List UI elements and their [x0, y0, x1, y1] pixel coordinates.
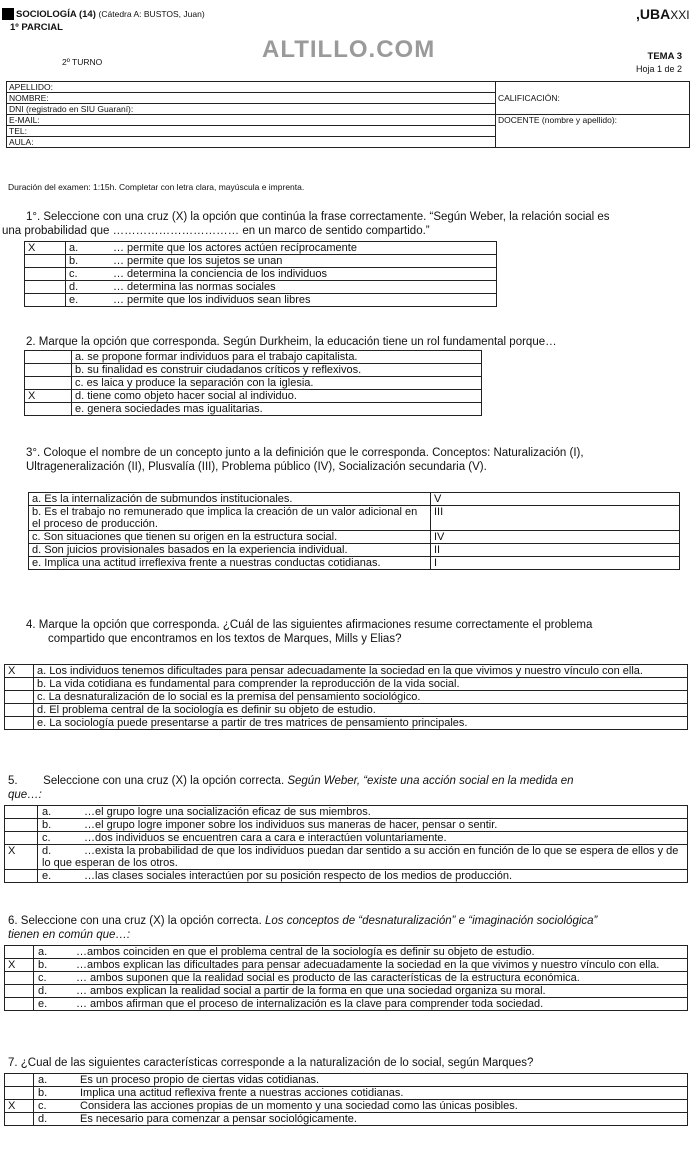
- calificacion-field[interactable]: [496, 82, 690, 115]
- option-text: c. La desnaturalización de lo social es la premisa del pensamiento sociológico.: [34, 691, 688, 704]
- option-letter: a.: [42, 806, 52, 818]
- option-row[interactable]: [5, 1113, 688, 1126]
- option-letter: c.: [38, 972, 47, 984]
- option-row[interactable]: [25, 268, 497, 281]
- option-text-content: …el grupo logre una socialización eficaz de sus miembros.: [84, 806, 371, 818]
- option-text: … determina la conciencia de los individuos: [110, 268, 497, 281]
- q4-options: [4, 664, 688, 730]
- option-text: a. Los individuos tenemos dificultades para pensar adecuadamente la sociedad en la que vivimos y nuestro vínculo con ella.: [34, 665, 688, 678]
- hoja: Hoja 1 de 2: [635, 64, 682, 74]
- option-text: … permite que los actores actúen recíprocamente: [110, 242, 497, 255]
- option-text-content: Considera las acciones propias de un momento y una sociedad como las únicas posibles.: [80, 1100, 518, 1112]
- option-text: [34, 1100, 688, 1113]
- mark-cell[interactable]: [5, 1087, 34, 1100]
- mark-cell[interactable]: X: [25, 390, 72, 403]
- answer-cell[interactable]: V: [431, 493, 680, 506]
- letter-cell: c.: [66, 268, 111, 281]
- option-row[interactable]: [5, 717, 688, 730]
- option-row[interactable]: [5, 1100, 688, 1113]
- option-row[interactable]: [25, 377, 482, 390]
- mark-cell[interactable]: X: [5, 959, 34, 972]
- uba-logo: [636, 6, 690, 22]
- mark-cell[interactable]: [5, 704, 34, 717]
- option-text-content: Es un proceso propio de ciertas vidas cotidianas.: [80, 1074, 320, 1086]
- matching-row: [29, 544, 680, 557]
- option-text: [34, 998, 688, 1011]
- option-text: b. La vida cotidiana es fundamental para comprender la reproducción de la vida social.: [34, 678, 688, 691]
- q2-prompt: 2. Marque la opción que corresponda. Según Durkheim, la educación tiene un rol fundamental porque…: [26, 336, 557, 348]
- docente-label: DOCENTE (nombre y apellido):: [498, 115, 618, 125]
- option-letter: e.: [38, 998, 48, 1010]
- option-text-content: …ambos explican las dificultades para pensar adecuadamente la sociedad en la que vivimos y nuestro vínculo con ella.: [76, 959, 660, 971]
- option-row[interactable]: [5, 972, 688, 985]
- option-letter: b.: [42, 819, 52, 831]
- option-row[interactable]: [25, 294, 497, 307]
- option-row[interactable]: [5, 870, 688, 883]
- course-line: [16, 9, 205, 20]
- option-text: … permite que los sujetos se unan: [110, 255, 497, 268]
- option-row[interactable]: [5, 832, 688, 845]
- q6-prompt-italic-cont: tienen en común que…:: [8, 929, 131, 941]
- mark-cell[interactable]: [5, 1074, 34, 1087]
- option-row[interactable]: [5, 946, 688, 959]
- q2-options: [24, 350, 482, 416]
- answer-cell[interactable]: II: [431, 544, 680, 557]
- mark-cell[interactable]: X: [25, 242, 66, 255]
- answer-cell[interactable]: I: [431, 557, 680, 570]
- option-row[interactable]: [25, 351, 482, 364]
- option-row[interactable]: [25, 364, 482, 377]
- catedra: (Cátedra A: BUSTOS, Juan): [98, 9, 205, 19]
- q5-options: [4, 805, 688, 883]
- nombre-field[interactable]: NOMBRE:: [7, 93, 496, 104]
- mark-cell[interactable]: [5, 985, 34, 998]
- letter-cell: e.: [66, 294, 111, 307]
- option-row[interactable]: [5, 704, 688, 717]
- definition-text: a. Es la internalización de submundos institucionales.: [29, 493, 431, 506]
- q4-prompt-line1: 4. Marque la opción que corresponda. ¿Cuál de las siguientes afirmaciones resume correctamente el problema: [26, 619, 593, 631]
- option-row[interactable]: [5, 985, 688, 998]
- option-text: [34, 946, 688, 959]
- letter-cell: b.: [66, 255, 111, 268]
- answer-cell[interactable]: IV: [431, 531, 680, 544]
- option-text-content: … ambos afirman que el proceso de internalización es la clave para comprender toda sociedad.: [76, 998, 544, 1010]
- exam-title: 1º PARCIAL: [10, 22, 63, 33]
- option-text: … permite que los individuos sean libres: [110, 294, 497, 307]
- option-text-content: …el grupo logre imponer sobre los individuos sus maneras de hacer, pensar o sentir.: [84, 819, 498, 831]
- option-letter: b.: [38, 1087, 48, 1099]
- option-text-content: …las clases sociales interactúen por su posición respecto de los medios de producción.: [84, 870, 513, 882]
- apellido-field[interactable]: APELLIDO:: [7, 82, 496, 93]
- option-row[interactable]: [5, 1087, 688, 1100]
- mark-cell[interactable]: [5, 998, 34, 1011]
- q5-prompt-line2: [8, 789, 42, 802]
- docente-field[interactable]: [496, 115, 690, 148]
- dni-field[interactable]: DNI (registrado en SIU Guaraní):: [7, 104, 496, 115]
- aula-field[interactable]: AULA:: [7, 137, 496, 148]
- course-title: SOCIOLOGÍA (14): [16, 9, 96, 20]
- student-info-box: [6, 81, 690, 148]
- mark-cell[interactable]: X: [5, 665, 34, 678]
- option-row[interactable]: [25, 242, 497, 255]
- option-row[interactable]: [5, 998, 688, 1011]
- q1-prompt-line1: 1°. Seleccione con una cruz (X) la opción que continúa la frase correctamente. “Según Weber, la relación social es: [26, 211, 610, 223]
- option-letter: d.: [42, 845, 52, 857]
- mark-cell[interactable]: [25, 294, 66, 307]
- mark-cell[interactable]: [5, 870, 38, 883]
- uba-bold: ,UBA: [636, 6, 671, 22]
- option-text: [38, 870, 688, 883]
- turno: 2º TURNO: [62, 57, 103, 67]
- calificacion-label: CALIFICACIÓN:: [498, 93, 560, 103]
- option-text: c. es laica y produce la separación con la iglesia.: [72, 377, 482, 390]
- option-text: [38, 806, 688, 819]
- q1-options: [24, 241, 497, 307]
- mark-cell[interactable]: [5, 678, 34, 691]
- mark-cell[interactable]: [25, 268, 66, 281]
- option-text: [34, 972, 688, 985]
- option-text-content: … ambos explican la realidad social a partir de la forma en que una sociedad organiza su moral.: [76, 985, 546, 997]
- option-row[interactable]: [25, 255, 497, 268]
- option-letter: c.: [38, 1100, 47, 1112]
- option-row[interactable]: [5, 1074, 688, 1087]
- q6-options: [4, 945, 688, 1011]
- option-row[interactable]: [5, 691, 688, 704]
- mark-cell[interactable]: [5, 819, 38, 832]
- mark-cell[interactable]: [5, 691, 34, 704]
- definition-text: e. Implica una actitud irreflexiva frente a nuestras conductas cotidianas.: [29, 557, 431, 570]
- option-row[interactable]: [5, 665, 688, 678]
- option-letter: e.: [42, 870, 52, 882]
- letter-cell: d.: [66, 281, 111, 294]
- q3-matching-table: [28, 492, 680, 570]
- matching-row: [29, 506, 680, 531]
- option-text-content: …exista la probabilidad de que los individuos puedan dar sentido a su acción en función de lo que se espera de ellos y de lo que esperan de los otros.: [42, 845, 679, 869]
- option-text: [34, 1087, 688, 1100]
- answer-cell[interactable]: III: [431, 506, 680, 531]
- q4-prompt-line2: compartido que encontramos en los textos de Marques, Mills y Elias?: [48, 633, 402, 645]
- q1-prompt-line2: una probabilidad que …………………………… en un marco de sentido compartido.”: [2, 225, 430, 237]
- option-text: [34, 985, 688, 998]
- mark-cell[interactable]: X: [5, 845, 38, 870]
- mark-cell[interactable]: [25, 281, 66, 294]
- mark-cell[interactable]: [5, 806, 38, 819]
- mark-cell[interactable]: [25, 364, 72, 377]
- definition-text: d. Son juicios provisionales basados en la experiencia individual.: [29, 544, 431, 557]
- option-text: … determina las normas sociales: [110, 281, 497, 294]
- option-text: [38, 845, 688, 870]
- mark-cell[interactable]: [5, 832, 38, 845]
- mark-cell[interactable]: [25, 255, 66, 268]
- option-text: e. genera sociedades mas igualitarias.: [72, 403, 482, 416]
- q6-prompt-plain: 6. Seleccione con una cruz (X) la opción correcta.: [8, 915, 265, 927]
- option-text: [34, 1113, 688, 1126]
- q6-prompt-line1: [8, 915, 597, 928]
- mark-cell[interactable]: [5, 717, 34, 730]
- mark-cell[interactable]: [25, 403, 72, 416]
- definition-text: c. Son situaciones que tienen su origen en la estructura social.: [29, 531, 431, 544]
- option-row[interactable]: [5, 678, 688, 691]
- option-letter: a.: [38, 946, 48, 958]
- option-row[interactable]: [5, 959, 688, 972]
- option-text: b. su finalidad es construir ciudadanos críticos y reflexivos.: [72, 364, 482, 377]
- q5-prompt-plain: 5. Seleccione con una cruz (X) la opción correcta.: [8, 775, 288, 787]
- duration-note: Duración del examen: 1:15h. Completar con letra clara, mayúscula e imprenta.: [8, 182, 305, 192]
- option-letter: c.: [42, 832, 51, 844]
- matching-row: [29, 531, 680, 544]
- option-text-content: …dos individuos se encuentren cara a cara e interactúen voluntariamente.: [84, 832, 447, 844]
- option-letter: d.: [38, 985, 48, 997]
- mark-cell[interactable]: [25, 351, 72, 364]
- option-text-content: Es necesario para comenzar a pensar sociológicamente.: [80, 1113, 357, 1125]
- q5-prompt-italic: Según Weber, “existe una acción social en la medida en: [287, 775, 574, 787]
- letter-cell: a.: [66, 242, 111, 255]
- option-text: [38, 819, 688, 832]
- option-text-content: …ambos coinciden en que el problema central de la sociología es definir su objeto de estudio.: [76, 946, 535, 958]
- tel-field[interactable]: TEL:: [7, 126, 496, 137]
- q3-prompt-line1: 3°. Coloque el nombre de un concepto junto a la definición que le corresponda. Conceptos: Naturalización (I),: [26, 447, 584, 459]
- q5-prompt-line1: [8, 775, 574, 788]
- option-row[interactable]: [25, 281, 497, 294]
- option-text-content: … ambos suponen que la realidad social es producto de las características de la estructura económica.: [76, 972, 580, 984]
- option-letter: d.: [38, 1113, 48, 1125]
- definition-text: b. Es el trabajo no remunerado que implica la creación de un valor adicional en el proceso de producción.: [29, 506, 431, 531]
- option-row[interactable]: [5, 806, 688, 819]
- mark-cell[interactable]: [25, 377, 72, 390]
- uba-light: XXI: [670, 8, 690, 22]
- matching-row: [29, 493, 680, 506]
- q3-prompt-line2: Ultrageneralización (II), Plusvalía (III), Problema público (IV), Socialización secundaria (V).: [26, 461, 487, 473]
- option-text: [34, 959, 688, 972]
- header-square: [2, 8, 14, 20]
- mark-cell[interactable]: X: [5, 1100, 34, 1113]
- q5-prompt-italic-cont: que…:: [8, 789, 42, 801]
- option-row[interactable]: [5, 819, 688, 832]
- option-text: [34, 1074, 688, 1087]
- q6-prompt-line2: [8, 929, 130, 942]
- option-letter: b.: [38, 959, 48, 971]
- option-row[interactable]: [25, 403, 482, 416]
- option-row[interactable]: [5, 845, 688, 870]
- mark-cell[interactable]: [5, 946, 34, 959]
- email-field[interactable]: E-MAIL:: [7, 115, 496, 126]
- option-text: e. La sociología puede presentarse a partir de tres matrices de pensamiento principales.: [34, 717, 688, 730]
- matching-row: [29, 557, 680, 570]
- option-text: d. El problema central de la sociología es definir su objeto de estudio.: [34, 704, 688, 717]
- option-text: [38, 832, 688, 845]
- q6-prompt-italic: Los conceptos de “desnaturalización” e “imaginación sociológica”: [264, 915, 598, 927]
- option-letter: a.: [38, 1074, 48, 1086]
- option-text-content: Implica una actitud reflexiva frente a nuestras acciones cotidianas.: [80, 1087, 404, 1099]
- q1-prompt: [26, 211, 698, 224]
- q7-options: [4, 1073, 688, 1126]
- tema: TEMA 3: [647, 51, 682, 62]
- q7-prompt: 7. ¿Cual de las siguientes características corresponde a la naturalización de lo social, según Marques?: [8, 1057, 534, 1069]
- watermark: ALTILLO.COM: [262, 36, 436, 63]
- mark-cell[interactable]: [5, 972, 34, 985]
- option-row[interactable]: [25, 390, 482, 403]
- option-text: d. tiene como objeto hacer social al individuo.: [72, 390, 482, 403]
- option-text: a. se propone formar individuos para el trabajo capitalista.: [72, 351, 482, 364]
- mark-cell[interactable]: [5, 1113, 34, 1126]
